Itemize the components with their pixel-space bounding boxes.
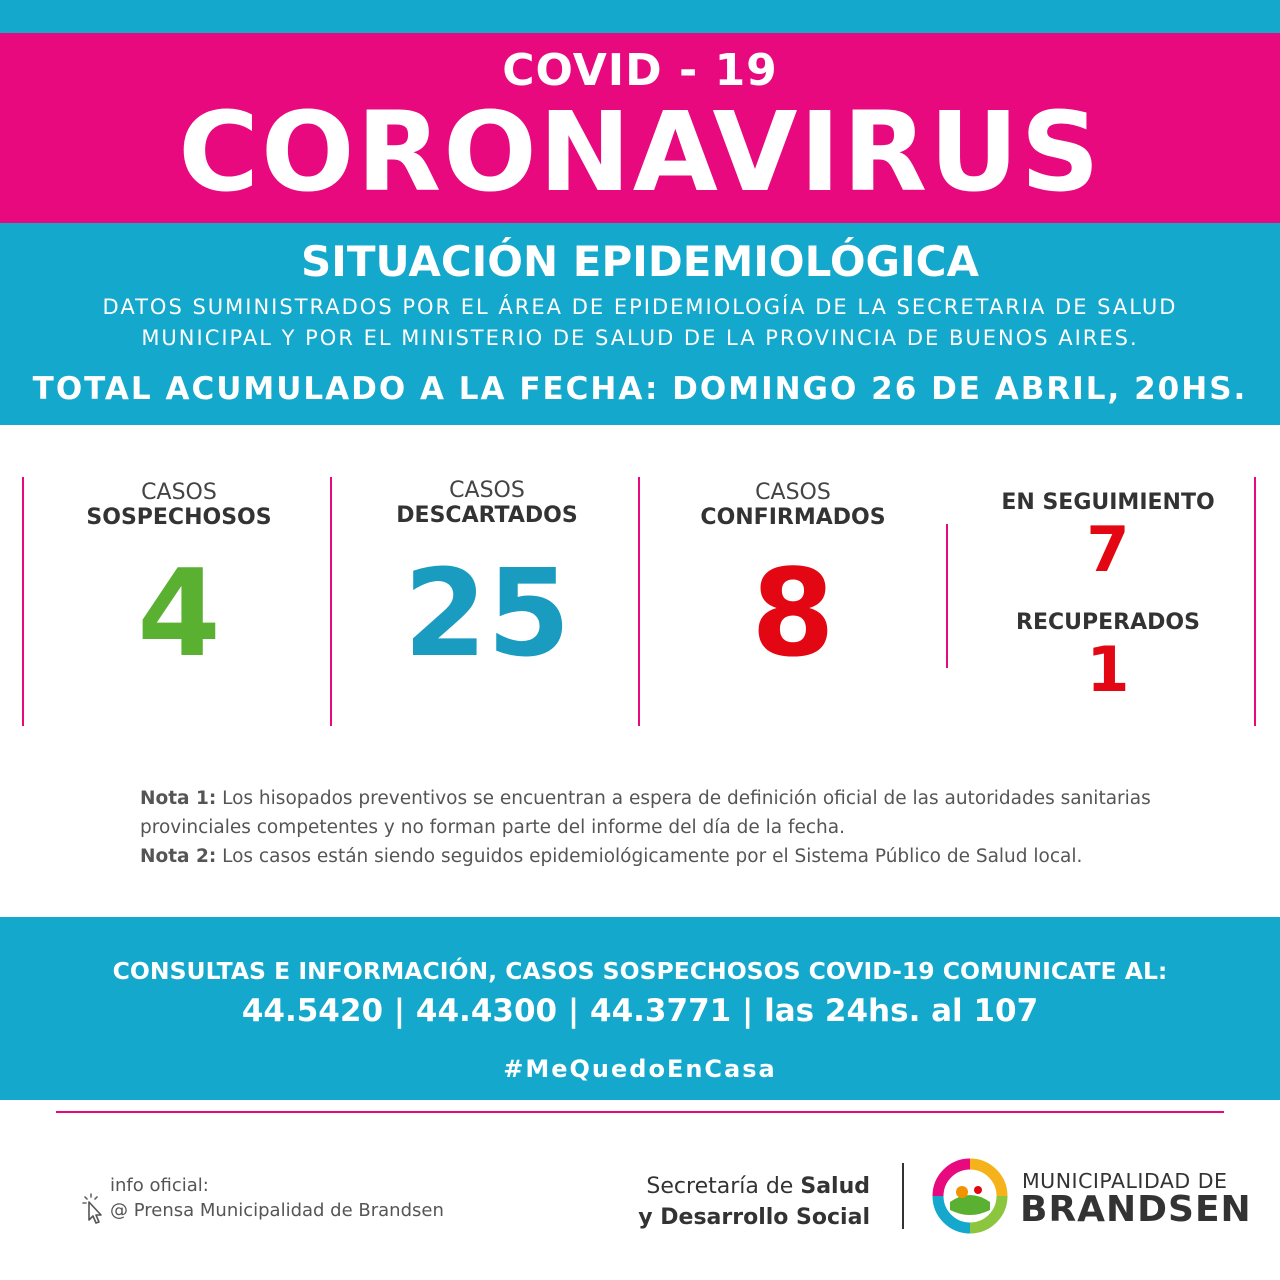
stat-recuperados-value: 1 (1086, 633, 1130, 706)
top-blue-strip (0, 0, 1280, 33)
stat-sospechosos-label: SOSPECHOSOS (86, 505, 272, 530)
info-source[interactable]: @ Prensa Municipalidad de Brandsen (110, 1200, 444, 1221)
covid-subtitle: COVID - 19 (502, 45, 778, 96)
stat-descartados-label-top: CASOS (449, 478, 525, 503)
note-2-label: Nota 2: (140, 846, 217, 867)
stat-descartados-label: DESCARTADOS (396, 503, 578, 528)
footer-divider (56, 1111, 1224, 1113)
municipality-line-2: BRANDSEN (1020, 1189, 1252, 1230)
secretaria-line-1 (560, 1172, 870, 1202)
info-label: info oficial: (110, 1175, 209, 1196)
data-source-line-1: DATOS SUMINISTRADOS POR EL ÁREA DE EPIDEMIOLOGÍA DE LA SECRETARIA DE SALUD (102, 295, 1178, 319)
hashtag[interactable]: #MeQuedoEnCasa (503, 1055, 777, 1083)
stat-seguimiento-value: 7 (1086, 513, 1130, 586)
divider-4 (946, 524, 948, 668)
contact-line: CONSULTAS E INFORMACIÓN, CASOS SOSPECHOSOS COVID-19 COMUNICATE AL: (112, 957, 1168, 985)
note-2 (140, 842, 1180, 871)
data-source-text (0, 292, 1280, 354)
cursor-click-icon (82, 1192, 104, 1226)
stat-confirmados (640, 481, 946, 531)
note-1 (140, 784, 1180, 842)
stat-recuperados-label: RECUPERADOS (1016, 610, 1200, 635)
stat-confirmados-value: 8 (751, 545, 835, 684)
footer-separator (902, 1163, 904, 1229)
main-title: CORONAVIRUS (178, 88, 1102, 216)
stat-sospechosos (26, 481, 332, 531)
municipality-line-1: MUNICIPALIDAD DE (1022, 1169, 1228, 1193)
note-1-text: Los hisopados preventivos se encuentran a espera de definición oficial de las autoridades sanitarias provinciales competentes y no forman parte del informe del día de la fecha. (140, 788, 1151, 838)
stat-sospechosos-value: 4 (137, 545, 221, 684)
date-line: TOTAL ACUMULADO A LA FECHA: DOMINGO 26 DE ABRIL, 20HS. (32, 371, 1248, 407)
stat-confirmados-label-top: CASOS (755, 480, 831, 505)
stat-sospechosos-label-top: CASOS (141, 480, 217, 505)
stat-seguimiento-label: EN SEGUIMIENTO (1001, 490, 1215, 515)
section-title: SITUACIÓN EPIDEMIOLÓGICA (301, 237, 979, 286)
divider-1 (22, 477, 24, 726)
secretaria-line-2: y Desarrollo Social (638, 1205, 870, 1230)
stat-descartados (334, 479, 640, 529)
municipality-logo-icon (932, 1158, 1008, 1234)
notes (140, 784, 1180, 871)
data-source-line-2: MUNICIPAL Y POR EL MINISTERIO DE SALUD DE LA PROVINCIA DE BUENOS AIRES. (141, 326, 1139, 350)
stat-descartados-value: 25 (403, 545, 571, 684)
stat-confirmados-label: CONFIRMADOS (700, 505, 886, 530)
secretaria-line-1b: Salud (800, 1174, 870, 1199)
note-2-text: Los casos están siendo seguidos epidemiológicamente por el Sistema Público de Salud local. (216, 846, 1083, 867)
note-1-label: Nota 1: (140, 788, 217, 809)
contact-phones: 44.5420 | 44.4300 | 44.3771 | las 24hs. al 107 (241, 993, 1039, 1029)
secretaria-line-1a: Secretaría de (646, 1174, 801, 1199)
